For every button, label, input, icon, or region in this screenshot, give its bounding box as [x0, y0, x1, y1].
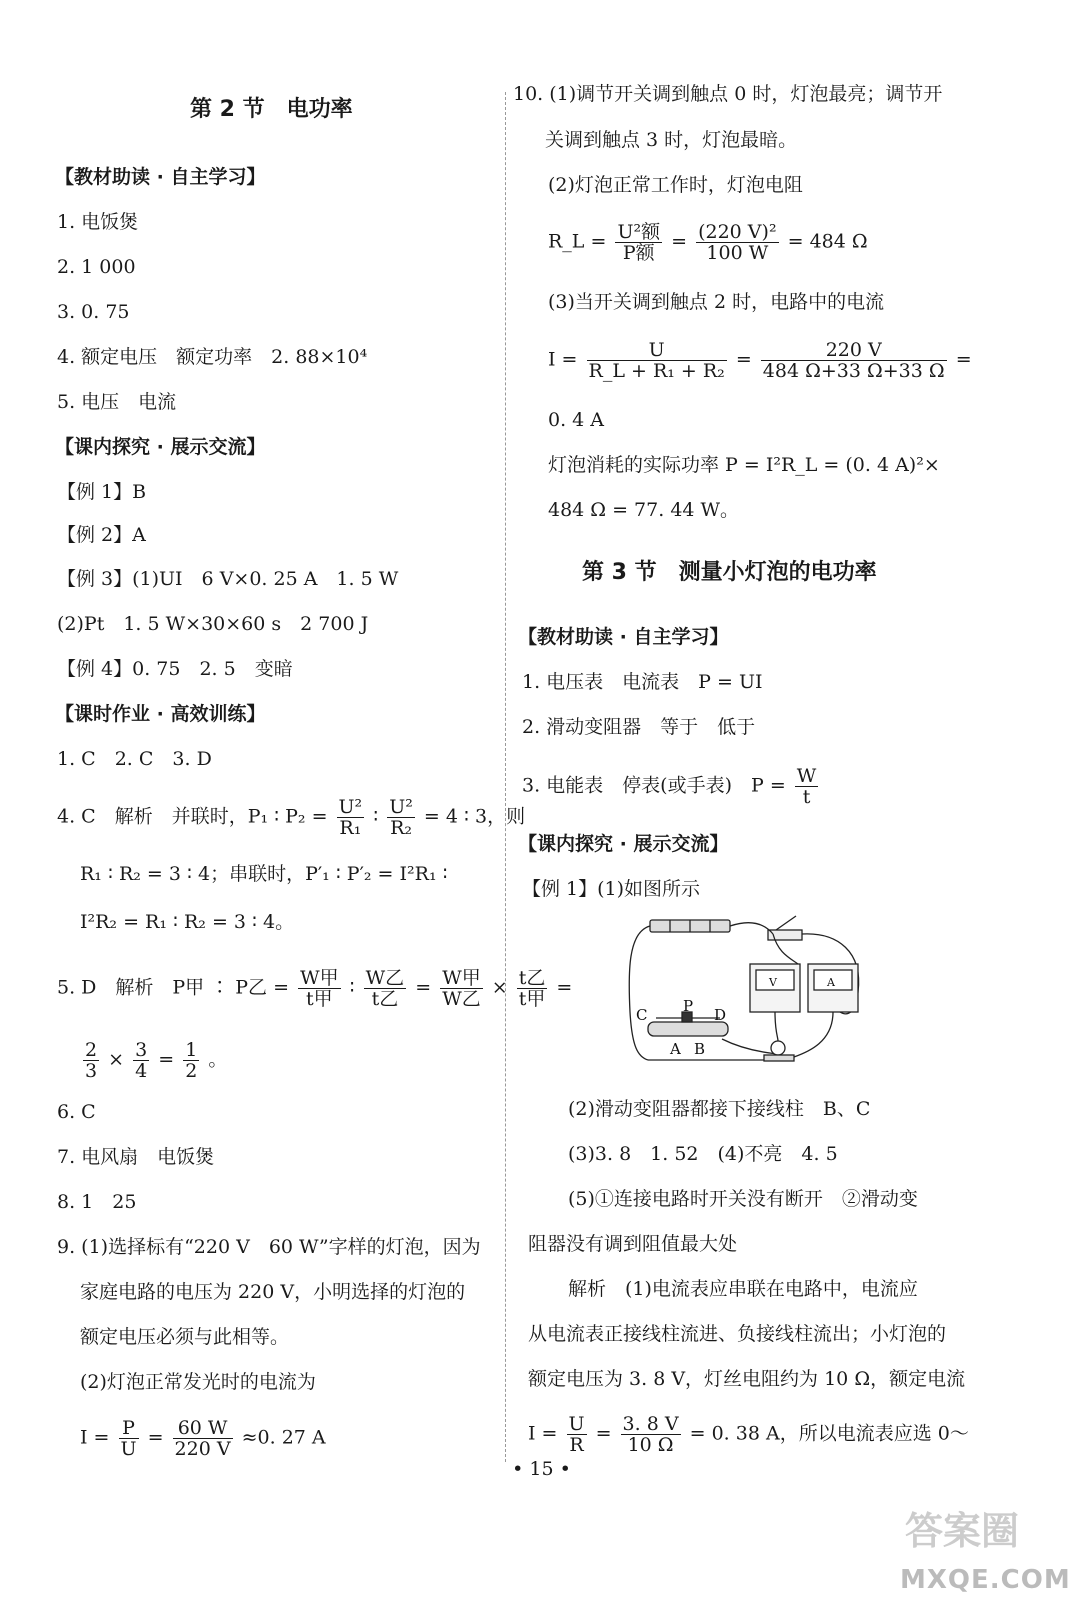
- question-9-line2: 家庭电路的电压为 220 V，小明选择的灯泡的: [80, 1281, 466, 1303]
- question-10-line3: (2)灯泡正常工作时，灯泡电阻: [548, 174, 803, 196]
- heading-homework: 【课时作业 · 高效训练】: [55, 703, 266, 725]
- example-2: 【例 2】A: [57, 524, 146, 546]
- question-4-line1: 4. C 解析 并联时，P₁ ∶ P₂ = $\frac{\text{U²}}{\text{R₁}}$ ∶ $\frac{\text{U²}}{\text{R₂}}$ = 4 ∶ 3，则: [57, 796, 526, 839]
- answer-3-2: 2. 滑动变阻器 等于 低于: [522, 716, 756, 738]
- fraction-u2-r2: $\frac{\text{U²}}{\text{R₂}}$: [389, 796, 413, 839]
- question-9-line3: 额定电压必须与此相等。: [80, 1326, 290, 1348]
- analysis-line1: 解析 (1)电流表应串联在电路中，电流应: [568, 1278, 918, 1300]
- analysis-line3: 额定电压为 3. 8 V，灯丝电阻约为 10 Ω，额定电流: [528, 1368, 966, 1390]
- heading-class-inquiry: 【课内探究 · 展示交流】: [55, 436, 266, 458]
- column-divider: [505, 92, 506, 1462]
- example-3-1-part5b: 阻器没有调到阻值最大处: [528, 1233, 738, 1255]
- example-3-1: 【例 1】(1)如图所示: [522, 878, 701, 900]
- label-d: D: [714, 1006, 727, 1024]
- question-10-current-formula: I = $\frac{U}{\text{R\_L + R₁ + R₂}}$ = $\frac{220 V}{484 \Omega+33 \Omega+33 \Omega}$ =: [548, 339, 972, 382]
- watermark-logo: 答案圈 MXQE.COM: [900, 1509, 1071, 1595]
- label-a: A: [670, 1040, 681, 1058]
- question-10-power-line1: 灯泡消耗的实际功率 P = I²R_L = (0. 4 A)²×: [548, 454, 940, 476]
- answer-1: 1. 电饭煲: [57, 211, 139, 233]
- label-b: B: [694, 1040, 706, 1058]
- heading-textbook-guide: 【教材助读 · 自主学习】: [55, 166, 266, 188]
- question-9-line4: (2)灯泡正常发光时的电流为: [80, 1371, 316, 1393]
- label-voltmeter: V: [769, 976, 777, 989]
- question-4-line3: I²R₂ = R₁ ∶ R₂ = 3 ∶ 4。: [80, 911, 295, 933]
- label-p: P: [683, 997, 694, 1015]
- question-10-line1: 10. (1)调节开关调到触点 0 时，灯泡最亮；调节开: [513, 83, 943, 105]
- question-10-line2: 关调到触点 3 时，灯泡最暗。: [545, 129, 798, 151]
- question-9-formula: I = $\frac{P}{U}$ = $\frac{60 W}{220 V}$ ≈0. 27 A: [80, 1417, 326, 1460]
- question-5-line1: 5. D 解析 P甲 ∶ P乙 = $\frac{\text{W甲}}{\text{t甲}}$ ∶ $\frac{\text{W乙}}{\text{t乙}}$ = $\frac{\text{W甲}}{\text{W乙}}$ × $\frac{\text{t乙}}{\text{t甲}}$ =: [57, 967, 573, 1010]
- label-ammeter: A: [827, 976, 835, 989]
- example-3-part2: (2)Pt 1. 5 W×30×60 s 2 700 J: [57, 613, 369, 635]
- question-6: 6. C: [57, 1101, 96, 1123]
- circuit-diagram: [628, 912, 868, 1064]
- question-8: 8. 1 25: [57, 1191, 137, 1213]
- question-7: 7. 电风扇 电饭煲: [57, 1146, 215, 1168]
- question-5-line2: $\frac{2}{3}$ × $\frac{3}{4}$ = $\frac{1}{2}$ 。: [85, 1039, 228, 1082]
- example-3-1-part2: (2)滑动变阻器都接下接线柱 B、C: [568, 1098, 871, 1120]
- example-4: 【例 4】0. 75 2. 5 变暗: [57, 658, 293, 680]
- answer-2: 2. 1 000: [57, 256, 136, 278]
- example-3-1-part5: (5)①连接电路时开关没有断开 ②滑动变: [568, 1188, 918, 1210]
- section-title-3: 第 3 节 测量小灯泡的电功率: [582, 560, 877, 585]
- answer-3-3: 3. 电能表 停表(或手表) P = $\frac{W}{t}$: [522, 765, 817, 808]
- page-number: • 15 •: [512, 1458, 571, 1480]
- section-title-2: 第 2 节 电功率: [190, 97, 353, 122]
- question-10-power-line2: 484 Ω = 77. 44 W。: [548, 499, 740, 521]
- example-3-1-part3: (3)3. 8 1. 52 (4)不亮 4. 5: [568, 1143, 838, 1165]
- fraction-u2-r1: $\frac{\text{U²}}{\text{R₁}}$: [338, 796, 363, 839]
- answer-5: 5. 电压 电流: [57, 391, 177, 413]
- question-10-current-value: 0. 4 A: [548, 409, 605, 431]
- heading-textbook-guide-3: 【教材助读 · 自主学习】: [518, 626, 729, 648]
- analysis-line2: 从电流表正接线柱流进、负接线柱流出；小灯泡的: [528, 1323, 947, 1345]
- question-10-resistance-formula: R_L = $\frac{\text{U²额}}{\text{P额}}$ = $\frac{\text{(220 V)²}}{100 W}$ = 484 Ω: [548, 221, 868, 264]
- answer-3: 3. 0. 75: [57, 301, 130, 323]
- example-3: 【例 3】(1)UI 6 V×0. 25 A 1. 5 W: [57, 568, 399, 590]
- example-1: 【例 1】B: [57, 481, 147, 503]
- heading-class-inquiry-3: 【课内探究 · 展示交流】: [518, 833, 729, 855]
- analysis-formula: I = $\frac{U}{R}$ = $\frac{3. 8 V}{10 \Omega}$ = 0. 38 A，所以电流表应选 0～: [528, 1413, 969, 1456]
- question-4-line2: R₁ ∶ R₂ = 3 ∶ 4；串联时，P′₁ ∶ P′₂ = I²R₁ ∶: [80, 863, 448, 885]
- question-1-3: 1. C 2. C 3. D: [57, 748, 212, 770]
- answer-4: 4. 额定电压 额定功率 2. 88×10⁴: [57, 346, 368, 368]
- answer-3-1: 1. 电压表 电流表 P = UI: [522, 671, 763, 693]
- label-c: C: [636, 1006, 648, 1024]
- question-10-line4: (3)当开关调到触点 2 时，电路中的电流: [548, 291, 885, 313]
- question-9-line1: 9. (1)选择标有“220 V 60 W”字样的灯泡，因为: [57, 1236, 481, 1258]
